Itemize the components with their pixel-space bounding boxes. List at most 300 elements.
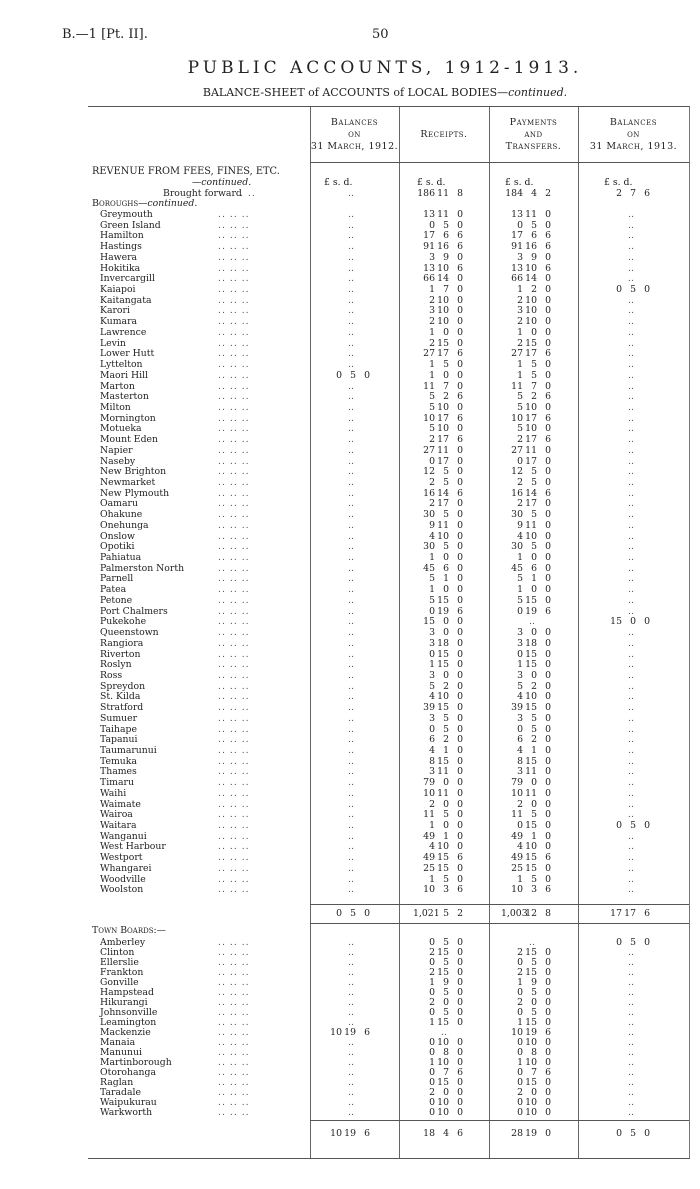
pounds: 2: [429, 997, 435, 1008]
shillings: 9: [443, 251, 449, 263]
pence: 0: [545, 1077, 551, 1088]
pounds: 1: [517, 873, 523, 885]
dot-leader: .. .. ..: [218, 852, 250, 864]
shillings: 15: [437, 659, 449, 671]
empty-value: ..: [348, 830, 354, 842]
pence: 0: [457, 957, 463, 968]
pounds: 3: [517, 305, 523, 317]
shillings: 0: [443, 584, 449, 596]
pounds: 13: [511, 262, 523, 274]
shillings: 14: [525, 487, 537, 499]
pence: 0: [457, 573, 463, 585]
pounds: 1,003: [501, 908, 528, 919]
empty-value: ..: [628, 777, 634, 789]
pence: 0: [457, 787, 463, 799]
row-label: Newmarket: [100, 477, 156, 488]
pounds: 2: [429, 798, 435, 810]
dot-leader: .. .. ..: [218, 530, 250, 542]
dot-leader: .. .. ..: [218, 1037, 250, 1048]
table-row: [88, 1038, 689, 1048]
pence: 0: [545, 519, 551, 531]
empty-value: ..: [348, 466, 354, 478]
pence: 6: [457, 412, 463, 424]
shillings: 3: [443, 884, 449, 896]
shillings: 2: [531, 284, 537, 296]
empty-value: ..: [628, 691, 634, 703]
pounds: 0: [429, 1067, 435, 1078]
dot-leader: .. .. ..: [218, 412, 250, 424]
pence: 0: [457, 337, 463, 349]
shillings: 9: [531, 977, 537, 988]
pence: 6: [545, 1027, 551, 1038]
dot-leader: .. .. ..: [218, 477, 250, 488]
empty-value: ..: [348, 659, 354, 671]
pence: 0: [545, 1007, 551, 1018]
pounds: 0: [429, 605, 435, 617]
pence: 0: [545, 734, 551, 746]
row-label: Hastings: [100, 241, 142, 253]
shillings: 0: [443, 997, 449, 1008]
pounds: 49: [511, 852, 523, 864]
row-label: Karori: [100, 305, 130, 317]
shillings: 5: [630, 820, 636, 832]
shillings: 5: [443, 873, 449, 885]
row-label: Taihape: [100, 723, 137, 735]
table-row: [88, 800, 689, 810]
empty-value: ..: [628, 1037, 634, 1048]
dot-leader: .. .. ..: [218, 466, 250, 478]
pence: 0: [457, 947, 463, 958]
empty-value: ..: [628, 584, 634, 596]
empty-value: ..: [628, 434, 634, 446]
pounds: 9: [517, 519, 523, 531]
pounds: 0: [517, 1047, 523, 1058]
shillings: 5: [443, 908, 449, 919]
pounds: 2: [616, 188, 622, 199]
pence: 0: [545, 359, 551, 371]
empty-value: ..: [628, 219, 634, 231]
pence: 0: [457, 359, 463, 371]
pence: 0: [457, 219, 463, 231]
pence: 6: [457, 434, 463, 446]
dot-leader: .. .. ..: [218, 444, 250, 456]
shillings: 5: [630, 937, 636, 948]
shillings: 5: [443, 937, 449, 948]
table-row: [88, 574, 689, 584]
pounds: 2: [517, 997, 523, 1008]
shillings: 10: [525, 305, 537, 317]
empty-value: ..: [628, 262, 634, 274]
empty-value: ..: [348, 680, 354, 692]
row-label: Warkworth: [100, 1107, 153, 1118]
pence: 0: [457, 326, 463, 338]
shillings: 5: [630, 284, 636, 296]
shillings: 15: [437, 594, 449, 606]
row-label: Spreydon: [100, 680, 146, 692]
shillings: 7: [443, 380, 449, 392]
shillings: 15: [525, 594, 537, 606]
pence: 0: [457, 401, 463, 413]
pence: 0: [457, 987, 463, 998]
dot-leader: .. .. ..: [218, 305, 250, 317]
pounds: 30: [511, 541, 523, 553]
pounds: 4: [517, 691, 523, 703]
empty-value: ..: [441, 1027, 447, 1038]
empty-value: ..: [628, 466, 634, 478]
pence: 0: [545, 251, 551, 263]
empty-value: ..: [348, 997, 354, 1008]
page-title: PUBLIC ACCOUNTS, 1912-1913.: [187, 58, 583, 78]
empty-value: ..: [348, 712, 354, 724]
pence: 0: [457, 498, 463, 510]
pence: 0: [545, 1017, 551, 1028]
dot-leader: .. .. ..: [218, 1047, 250, 1058]
empty-value: ..: [348, 852, 354, 864]
empty-value: ..: [348, 284, 354, 296]
header-line: 31 March, 1913.: [589, 141, 678, 152]
dot-leader: .. .. ..: [218, 884, 250, 896]
shillings: 5: [531, 359, 537, 371]
pounds: 1: [429, 977, 435, 988]
table-row: [88, 650, 689, 660]
pence: 0: [457, 616, 463, 628]
pounds: 1: [429, 552, 435, 564]
pounds: 0: [429, 937, 435, 948]
empty-value: ..: [628, 702, 634, 714]
pence: 0: [457, 423, 463, 435]
empty-value: ..: [628, 873, 634, 885]
boroughs-heading: [92, 199, 197, 209]
pence: 6: [457, 487, 463, 499]
shillings: 5: [443, 466, 449, 478]
pounds: 0: [517, 605, 523, 617]
pounds: 0: [429, 1107, 435, 1118]
empty-value: ..: [348, 691, 354, 703]
pounds: 13: [511, 209, 523, 220]
header-rule: [310, 162, 689, 163]
empty-value: ..: [348, 766, 354, 778]
pence: 0: [545, 809, 551, 821]
empty-value: ..: [628, 862, 634, 874]
pence: 0: [457, 830, 463, 842]
shillings: 11: [437, 188, 449, 199]
pence: 0: [545, 830, 551, 842]
pence: 0: [545, 648, 551, 660]
shillings: 5: [443, 541, 449, 553]
empty-value: ..: [628, 766, 634, 778]
pence: 0: [457, 1097, 463, 1108]
pence: 0: [457, 369, 463, 381]
shillings: 17: [525, 455, 537, 467]
table-row: [88, 542, 689, 552]
dot-leader: .. .. ..: [218, 947, 250, 958]
pence: 0: [457, 809, 463, 821]
pounds: 184: [505, 188, 523, 199]
shillings: 19: [525, 605, 537, 617]
shillings: 1: [531, 830, 537, 842]
shillings: 10: [437, 691, 449, 703]
empty-value: ..: [628, 997, 634, 1008]
empty-value: ..: [348, 509, 354, 521]
empty-value: ..: [628, 755, 634, 767]
shillings: 0: [443, 627, 449, 639]
pounds: 0: [429, 957, 435, 968]
empty-value: ..: [348, 605, 354, 617]
pounds: 2: [429, 294, 435, 306]
pounds: 11: [511, 380, 523, 392]
pounds: 5: [429, 573, 435, 585]
pounds: 3: [517, 766, 523, 778]
table-row: [88, 703, 689, 713]
empty-value: ..: [348, 809, 354, 821]
shillings: 10: [437, 401, 449, 413]
empty-value: ..: [628, 509, 634, 521]
pence: 0: [457, 294, 463, 306]
pounds: 27: [511, 444, 523, 456]
table-row: [88, 1088, 689, 1098]
pounds: 25: [511, 862, 523, 874]
pounds: 13: [423, 262, 435, 274]
pounds: 0: [517, 455, 523, 467]
row-label: Westport: [100, 852, 143, 864]
row-label: Wanganui: [100, 830, 147, 842]
header-line: on: [348, 129, 361, 140]
row-label: Ohakune: [100, 509, 143, 521]
row-label: Amberley: [100, 937, 146, 948]
empty-value: ..: [348, 219, 354, 231]
shillings: 10: [525, 691, 537, 703]
pence: 0: [545, 977, 551, 988]
dot-leader: .. .. ..: [218, 348, 250, 360]
shillings: 6: [531, 230, 537, 242]
shillings: 5: [630, 1128, 636, 1139]
pence: 0: [457, 1107, 463, 1118]
pounds: 0: [517, 1007, 523, 1018]
section-heading: REVENUE FROM FEES, FINES, ETC.: [92, 166, 280, 177]
table-row: [88, 1008, 689, 1018]
pence: 0: [457, 723, 463, 735]
shillings: 15: [525, 659, 537, 671]
table-row: [88, 210, 689, 220]
pounds: 3: [517, 712, 523, 724]
pounds: 0: [616, 1128, 622, 1139]
shillings: 15: [437, 755, 449, 767]
shillings: 18: [437, 637, 449, 649]
empty-value: ..: [628, 680, 634, 692]
pence: 0: [545, 466, 551, 478]
pence: 0: [545, 273, 551, 285]
empty-value: ..: [348, 594, 354, 606]
pence: 6: [457, 884, 463, 896]
row-label: Brought forward: [163, 188, 242, 199]
table-row: [88, 607, 689, 617]
dot-leader: .. .. ..: [218, 1067, 250, 1078]
empty-value: ..: [628, 1067, 634, 1078]
pence: 0: [644, 284, 650, 296]
pence: 6: [545, 262, 551, 274]
pounds: 4: [429, 745, 435, 756]
table-row: [88, 617, 689, 627]
table-row: [88, 875, 689, 885]
continued-text: —continued.: [192, 177, 252, 188]
pence: 0: [545, 862, 551, 874]
dot-leader: .. .. ..: [218, 552, 250, 564]
pounds: 27: [423, 348, 435, 360]
empty-value: ..: [348, 348, 354, 360]
dot-leader: .. .. ..: [218, 798, 250, 810]
pence: 6: [364, 1128, 370, 1139]
dot-leader: .. .. ..: [218, 209, 250, 220]
shillings: 9: [531, 251, 537, 263]
row-label: Palmerston North: [100, 562, 185, 574]
dot-leader: .. .. ..: [218, 1097, 250, 1108]
header-line: on: [627, 129, 640, 140]
shillings: 15: [437, 1017, 449, 1028]
empty-value: ..: [348, 337, 354, 349]
shillings: 6: [443, 230, 449, 242]
empty-value: ..: [348, 552, 354, 564]
dot-leader: .. .. ..: [218, 273, 250, 285]
shillings: 11: [525, 444, 537, 456]
row-label: Parnell: [100, 573, 134, 585]
pounds: 0: [429, 723, 435, 735]
shillings: 15: [525, 1077, 537, 1088]
pence: 0: [644, 1128, 650, 1139]
pounds: 66: [423, 273, 435, 285]
pence: 6: [457, 1128, 463, 1139]
empty-value: ..: [628, 530, 634, 542]
pounds: 10: [511, 412, 523, 424]
row-label: Lawrence: [100, 326, 147, 338]
pence: 0: [457, 1017, 463, 1028]
pounds: 27: [423, 444, 435, 456]
pence: 0: [457, 691, 463, 703]
header-line: Receipts.: [420, 129, 468, 140]
shillings: 11: [437, 444, 449, 456]
shillings: 0: [531, 584, 537, 596]
table-row: [88, 349, 689, 359]
row-label: Milton: [100, 401, 131, 413]
pence: 6: [457, 241, 463, 253]
pounds: 5: [429, 401, 435, 413]
empty-value: ..: [628, 637, 634, 649]
pence: 6: [545, 852, 551, 864]
empty-value: ..: [348, 723, 354, 735]
pence: 0: [457, 380, 463, 392]
shillings: 17: [437, 434, 449, 446]
pounds: 10: [423, 787, 435, 799]
shillings: 0: [531, 777, 537, 789]
row-label: New Brighton: [100, 466, 167, 478]
pounds: 0: [517, 1077, 523, 1088]
dot-leader: .. .. ..: [218, 997, 250, 1008]
shillings: 11: [525, 519, 537, 531]
empty-value: ..: [628, 552, 634, 564]
pence: 0: [457, 862, 463, 874]
pence: 0: [457, 466, 463, 478]
empty-value: ..: [628, 967, 634, 978]
shillings: 10: [525, 1097, 537, 1108]
pounds: 0: [336, 369, 342, 381]
table-row: [88, 958, 689, 968]
pence: 0: [545, 987, 551, 998]
shillings: 5: [531, 712, 537, 724]
pence: 0: [545, 820, 551, 832]
shillings: 14: [525, 273, 537, 285]
dot-leader: .. .. ..: [218, 251, 250, 263]
empty-value: ..: [628, 412, 634, 424]
pence: 0: [457, 659, 463, 671]
table-row: [88, 864, 689, 874]
header-line: Balances: [609, 117, 658, 128]
subtotal-rule: [310, 923, 689, 924]
empty-value: ..: [628, 401, 634, 413]
shillings: 15: [437, 967, 449, 978]
pounds: 30: [511, 509, 523, 521]
empty-value: ..: [348, 230, 354, 242]
pounds: 0: [616, 284, 622, 296]
table-row: [88, 1018, 689, 1028]
boroughs-total-row: [88, 909, 689, 919]
dot-leader: .. .. ..: [218, 787, 250, 799]
dot-leader: .. .. ..: [218, 316, 250, 328]
empty-value: ..: [348, 820, 354, 832]
shillings: 5: [531, 809, 537, 821]
pence: 0: [545, 841, 551, 853]
empty-value: ..: [348, 444, 354, 456]
pounds: 27: [511, 348, 523, 360]
pence: 0: [545, 766, 551, 778]
row-label: New Plymouth: [100, 487, 170, 499]
pence: 0: [545, 669, 551, 681]
pence: 0: [457, 820, 463, 832]
dot-leader: .. .. ..: [218, 702, 250, 714]
shillings: 15: [525, 820, 537, 832]
pounds: 1: [517, 284, 523, 296]
pounds: 79: [511, 777, 523, 789]
table-row: [88, 253, 689, 263]
empty-value: ..: [348, 745, 354, 756]
pence: 0: [545, 552, 551, 564]
pence: 0: [457, 1047, 463, 1058]
dot-leader: .. .. ..: [218, 487, 250, 499]
pence: 0: [545, 209, 551, 220]
dot-leader: .. .. ..: [218, 712, 250, 724]
pence: 0: [457, 1037, 463, 1048]
pence: 0: [457, 977, 463, 988]
pence: 0: [545, 702, 551, 714]
shillings: 5: [350, 908, 356, 919]
pence: 0: [545, 637, 551, 649]
pounds: 10: [511, 884, 523, 896]
row-label: Naseby: [100, 455, 136, 467]
table-row: [88, 596, 689, 606]
pounds: 0: [429, 987, 435, 998]
pounds: 3: [429, 305, 435, 317]
pence: 0: [457, 841, 463, 853]
dot-leader: .. .. ..: [218, 777, 250, 789]
row-label: Kumara: [100, 316, 138, 328]
empty-value: ..: [628, 648, 634, 660]
pence: 6: [545, 230, 551, 242]
shillings: 19: [344, 1128, 356, 1139]
empty-value: ..: [529, 937, 535, 948]
shillings: 12: [525, 908, 537, 919]
dot-leader: .. .. ..: [218, 1057, 250, 1068]
pence: 8: [545, 908, 551, 919]
shillings: 5: [443, 477, 449, 488]
pounds: 2: [517, 1087, 523, 1098]
